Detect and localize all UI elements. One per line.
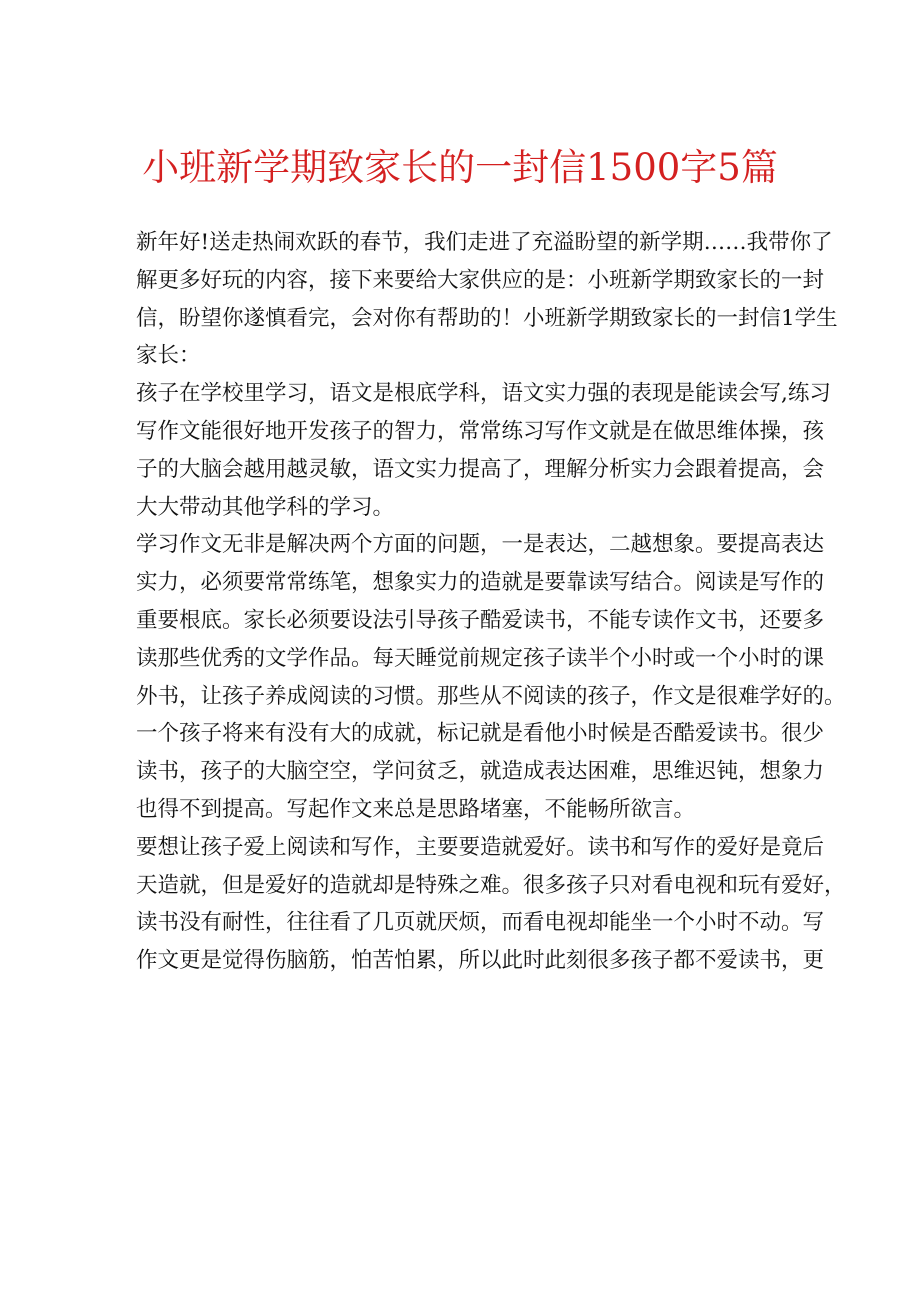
paragraph-4	[136, 829, 846, 980]
text-line: 读书没有耐性，往往看了几页就厌烦，而看电视却能坐一个小时不动。写	[136, 910, 825, 936]
text-line: 大大带动其他学科的学习。	[136, 494, 395, 520]
text-line: 作文更是觉得伤脑筋，怕苦怕累，所以此时此刻很多孩子都不爱读书，更	[136, 948, 825, 974]
text-line: 信，盼望你遂慎看完，会对你有帮助的！小班新学期致家长的一封信1学生	[136, 305, 838, 331]
paragraph-2	[136, 375, 831, 526]
text-line: 写作文能很好地开发孩子的智力，常常练习写作文就是在做思维体操，孩	[136, 418, 825, 444]
document-body	[136, 224, 846, 980]
text-line: 也得不到提高。写起作文来总是思路堵塞，不能畅所欲言。	[136, 796, 696, 822]
text-line: 子的大脑会越用越灵敏，语文实力提高了，理解分析实力会跟着提高，会	[136, 456, 825, 482]
text-line: 重要根底。家长必须要设法引导孩子酷爱读书，不能专读作文书，还要多	[136, 607, 825, 633]
text-line: 解更多好玩的内容，接下来要给大家供应的是：小班新学期致家长的一封	[136, 267, 825, 293]
paragraph-1	[136, 224, 838, 375]
text-line: 家长：	[136, 343, 201, 369]
paragraph-3	[136, 526, 846, 828]
text-line: 新年好!送走热闹欢跃的春节，我们走进了充溢盼望的新学期……我带你了	[136, 230, 833, 255]
text-line: 要想让孩子爱上阅读和写作，主要要造就爱好。读书和写作的爱好是竟后	[136, 834, 825, 860]
text-line: 读书，孩子的大脑空空，学问贫乏，就造成表达困难，思维迟钝，想象力	[136, 759, 825, 785]
text-line: 学习作文无非是解决两个方面的问题，一是表达，二越想象。要提高表达	[136, 532, 825, 558]
text-line: 一个孩子将来有没有大的成就，标记就是看他小时候是否酷爱读书。很少	[136, 721, 825, 747]
document-title: 小班新学期致家长的一封信1500字5篇	[142, 146, 778, 189]
text-line: 实力，必须要常常练笔，想象实力的造就是要靠读写结合。阅读是写作的	[136, 570, 825, 596]
text-line: 外书，让孩子养成阅读的习惯。那些从不阅读的孩子，作文是很难学好的。	[136, 683, 846, 709]
text-line: 孩子在学校里学习，语文是根底学科，语文实力强的表现是能读会写,练习	[136, 381, 831, 407]
text-line: 读那些优秀的文学作品。每天睡觉前规定孩子读半个小时或一个小时的课	[136, 645, 825, 671]
text-line: 天造就，但是爱好的造就却是特殊之难。很多孩子只对看电视和玩有爱好，	[136, 872, 846, 898]
